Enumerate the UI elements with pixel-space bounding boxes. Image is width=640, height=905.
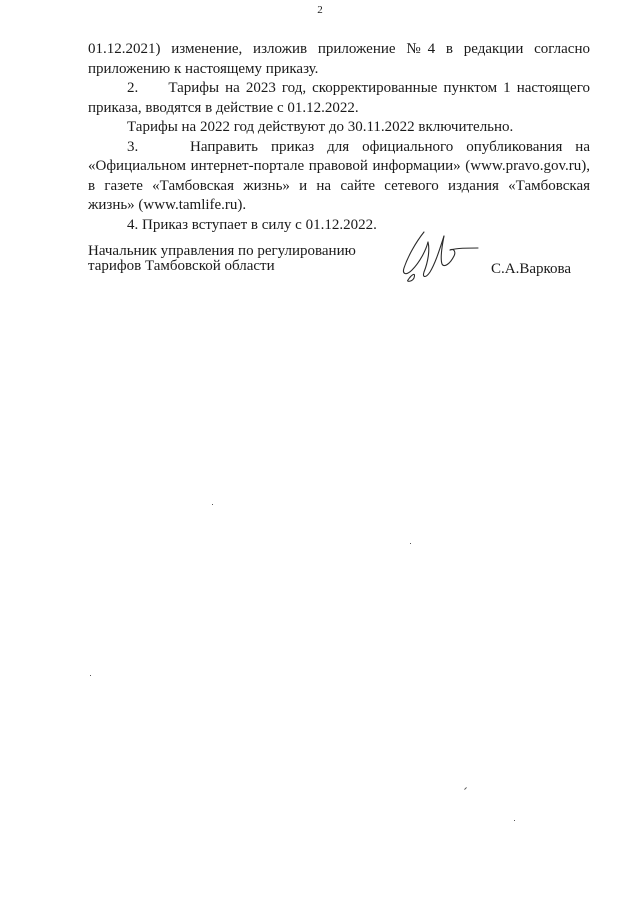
paragraph-item-2: 2. Тарифы на 2023 год, скорректированные пунктом 1 настоящего приказа, вводятся в действие с 01.12.2022. xyxy=(88,80,590,116)
document-body xyxy=(88,40,590,235)
paragraph-item-3: 3. Направить приказ для официального опубликования на «Официальном интернет-портале правовой информации» (www.pravo.gov.ru), в газете «Тамбовская жизнь» и на сайте сетевого издания «Тамбовская жизнь» (www.tamlife.ru). xyxy=(88,138,590,213)
paragraph-tariffs-2022: Тарифы на 2022 год действуют до 30.11.2022 включительно. xyxy=(127,119,514,135)
signatory-position-line-1: Начальник управления по регулированию xyxy=(88,243,356,259)
paragraph-item-1-continuation: 01.12.2021) изменение, изложив приложение №4 в редакции согласно приложению к настоящему приказу. xyxy=(88,41,590,77)
paragraph-item-4: 4. Приказ вступает в силу с 01.12.2022. xyxy=(127,216,377,233)
scan-speck xyxy=(514,820,515,821)
scan-speck xyxy=(464,787,467,790)
signatory-position xyxy=(88,244,356,274)
scan-speck xyxy=(410,543,411,544)
scan-speck xyxy=(212,504,213,505)
signatory-name: С.А.Варкова xyxy=(491,261,572,277)
handwritten-signature xyxy=(398,228,482,284)
signatory-position-line-2: тарифов Тамбовской области xyxy=(88,258,275,274)
page-number: 2 xyxy=(317,4,323,16)
scan-speck xyxy=(90,675,91,676)
